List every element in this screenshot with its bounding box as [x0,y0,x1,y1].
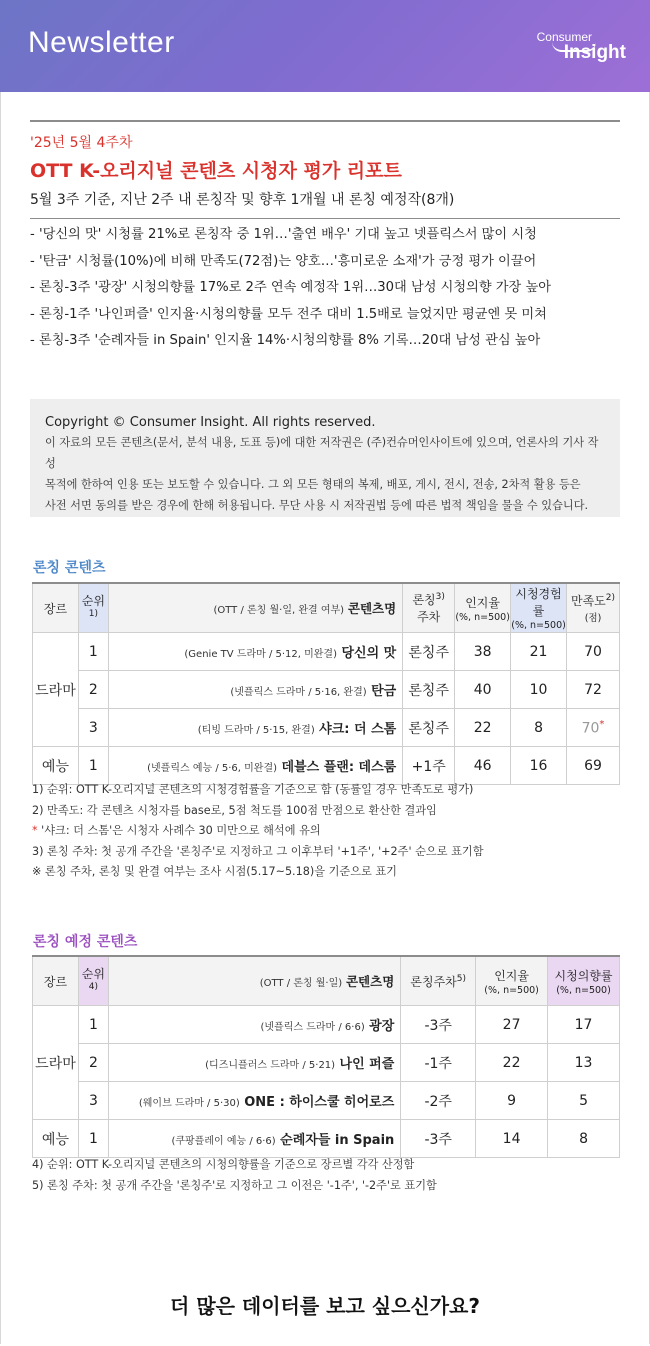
intent-cell: 17 [548,1006,620,1044]
satisfaction-cell: 69 [567,747,620,785]
newsletter-header [0,0,650,92]
experience-cell: 16 [511,747,567,785]
rank-cell: 1 [78,1006,108,1044]
experience-cell: 8 [511,709,567,747]
logo-line1: Consumer [536,30,592,44]
note-line: ※ 론칭 주차, 론칭 및 완결 여부는 조사 시점(5.17~5.18)을 기준으로 표기 [32,865,397,878]
week-cell: 론칭주 [403,671,455,709]
bullet-item: - '탄금' 시청률(10%)에 비해 만족도(72점)는 양호…'흥미로운 소재'가 긍정 평가 이끌어 [30,253,537,269]
report-week: '25년 5월 4주차 [30,135,133,151]
summary-bullets [30,222,630,355]
satisfaction-cell: 70* [567,709,620,747]
week-cell: -3주 [401,1006,476,1044]
week-cell: -1주 [401,1044,476,1082]
col-genre: 장르 [33,583,79,633]
content-cell: (웨이브 드라마 / 5·30) ONE : 하이스쿨 히어로즈 [108,1082,400,1120]
copyright-box [30,399,620,517]
intent-cell: 8 [548,1120,620,1158]
aware-cell: 27 [476,1006,548,1044]
content-cell: (쿠팡플레이 예능 / 6·6) 순례자들 in Spain [108,1120,400,1158]
note-line: * '샤크: 더 스톰'은 시청자 사례수 30 미만으로 해석에 유의 [32,824,321,837]
report-subtitle: 5월 3주 기준, 지난 2주 내 론칭작 및 향후 1개월 내 론칭 예정작(8개) [30,189,620,219]
content-cell: (넷플릭스 드라마 / 5·16, 완결) 탄금 [108,671,402,709]
experience-cell: 10 [511,671,567,709]
satisfaction-cell: 70 [567,633,620,671]
content-cell: (Genie TV 드라마 / 5·12, 미완결) 당신의 맛 [108,633,402,671]
table-row [33,709,620,747]
genre-cell: 예능 [33,747,79,785]
satisfaction-cell: 72 [567,671,620,709]
col-week: 론칭주차$^{5)}$ [401,956,476,1006]
experience-cell: 21 [511,633,567,671]
col-satisfaction: 만족도$^{2)}$ (점) [567,583,620,633]
table-header-row [33,583,620,633]
rank-cell: 1 [78,633,108,671]
rank-cell: 1 [78,1120,108,1158]
aware-cell: 46 [455,747,511,785]
content-cell: (넷플릭스 예능 / 5·6, 미완결) 데블스 플랜: 데스룸 [108,747,402,785]
week-cell: -2주 [401,1082,476,1120]
col-aware: 인지율 (%, n=500) [455,583,511,633]
bullet-item: - 론칭-3주 '광장' 시청의향률 17%로 2주 연속 예정작 1위…30대 남성 시청의향 가장 높아 [30,280,551,295]
newsletter-title: Newsletter [28,26,175,59]
note-line: 5) 론칭 주차: 첫 공개 주간을 '론칭주'로 지정하고 그 이전은 '-1주', '-2주'로 표기함 [32,1178,437,1192]
report-heading [30,120,620,219]
intent-cell: 5 [548,1082,620,1120]
note-line: 1) 순위: OTT K-오리지널 콘텐츠의 시청경험률을 기준으로 함 (동률일 경우 만족도로 평가) [32,783,474,796]
intent-cell: 13 [548,1044,620,1082]
aware-cell: 40 [455,671,511,709]
bullet-item: - '당신의 맛' 시청률 21%로 론칭작 중 1위…'출연 배우' 기대 높고 넷플릭스서 많이 시청 [30,227,537,242]
rank-cell: 2 [78,671,108,709]
col-experience: 시청경험률 (%, n=500) [511,583,567,633]
table-row [33,671,620,709]
logo-line2: Insight [563,42,626,63]
aware-cell: 14 [476,1120,548,1158]
col-content: (OTT / 론칭 월·일) 콘텐츠명 [108,956,400,1006]
bullet-item: - 론칭-3주 '순례자들 in Spain' 인지율 14%·시청의향률 8% 기록…20대 남성 관심 높아 [30,333,541,348]
rank-cell: 2 [78,1044,108,1082]
copyright-line: 사전 서면 동의를 받은 경우에 한해 허용됩니다. 무단 사용 시 저작권법 등에 따른 법적 책임을 물을 수 있습니다. [45,499,589,512]
genre-cell: 예능 [33,1120,79,1158]
table-row [33,1120,620,1158]
note-line: 2) 만족도: 각 콘텐츠 시청자를 base로, 5점 척도를 100점 만점으로 환산한 결과임 [32,803,437,817]
copyright-title: Copyright © Consumer Insight. All rights reserved. [45,415,376,430]
table-header-row [33,956,620,1006]
rank-cell: 1 [78,747,108,785]
genre-cell: 드라마 [33,1006,79,1120]
table-row [33,1082,620,1120]
rank-cell: 3 [78,1082,108,1120]
col-week: 론칭$^{3)}$ 주차 [403,583,455,633]
note-line: 3) 론칭 주차: 첫 공개 주간을 '론칭주'로 지정하고 그 이후부터 '+1주', '+2주' 순으로 표기함 [32,844,484,858]
note-line: 4) 순위: OTT K-오리지널 콘텐츠의 시청의향률을 기준으로 장르별 각각 산정함 [32,1158,415,1171]
copyright-text [45,432,605,516]
section-title-launched: 론칭 콘텐츠 [33,560,106,576]
week-cell: 론칭주 [403,633,455,671]
copyright-line: 이 자료의 모든 콘텐츠(문서, 분석 내용, 도표 등)에 대한 저작권은 (주)컨슈머인사이트에 있으며, 언론사의 기사 작성 [45,436,599,470]
rank-cell: 3 [78,709,108,747]
consumer-insight-logo[interactable] [537,30,626,64]
report-title: OTT K-오리지널 콘텐츠 시청자 평가 리포트 [30,160,402,182]
col-aware: 인지율 (%, n=500) [476,956,548,1006]
content-cell: (디즈니플러스 드라마 / 5·21) 나인 퍼즐 [108,1044,400,1082]
content-cell: (넷플릭스 드라마 / 6·6) 광장 [108,1006,400,1044]
table-row [33,747,620,785]
col-rank: 순위$^{1)}$ [78,583,108,633]
week-cell: -3주 [401,1120,476,1158]
copyright-line: 목적에 한하여 인용 또는 보도할 수 있습니다. 그 외 모든 형태의 복제, 배포, 게시, 전시, 전송, 2차적 활용 등은 [45,478,581,491]
col-intent: 시청의향률 (%, n=500) [548,956,620,1006]
table-row [33,633,620,671]
aware-cell: 9 [476,1082,548,1120]
logo-swoosh-icon [552,42,596,52]
more-data-cta[interactable]: 더 많은 데이터를 보고 싶으신가요? [170,1294,480,1318]
col-content: (OTT / 론칭 월·일, 완결 여부) 콘텐츠명 [108,583,402,633]
upcoming-table-notes [32,1155,632,1196]
table-row [33,1044,620,1082]
week-cell: +1주 [403,747,455,785]
table-row [33,1006,620,1044]
aware-cell: 22 [455,709,511,747]
launched-content-table [32,582,620,785]
aware-cell: 38 [455,633,511,671]
aware-cell: 22 [476,1044,548,1082]
upcoming-content-table [32,955,620,1158]
col-genre: 장르 [33,956,79,1006]
col-rank: 순위$^{4)}$ [78,956,108,1006]
content-cell: (티빙 드라마 / 5·15, 완결) 샤크: 더 스톰 [108,709,402,747]
bullet-item: - 론칭-1주 '나인퍼즐' 인지율·시청의향률 모두 전주 대비 1.5배로 늘었지만 평균엔 못 미쳐 [30,306,547,322]
week-cell: 론칭주 [403,709,455,747]
section-title-upcoming: 론칭 예정 콘텐츠 [33,934,138,950]
genre-cell: 드라마 [33,633,79,747]
launched-table-notes [32,780,632,883]
